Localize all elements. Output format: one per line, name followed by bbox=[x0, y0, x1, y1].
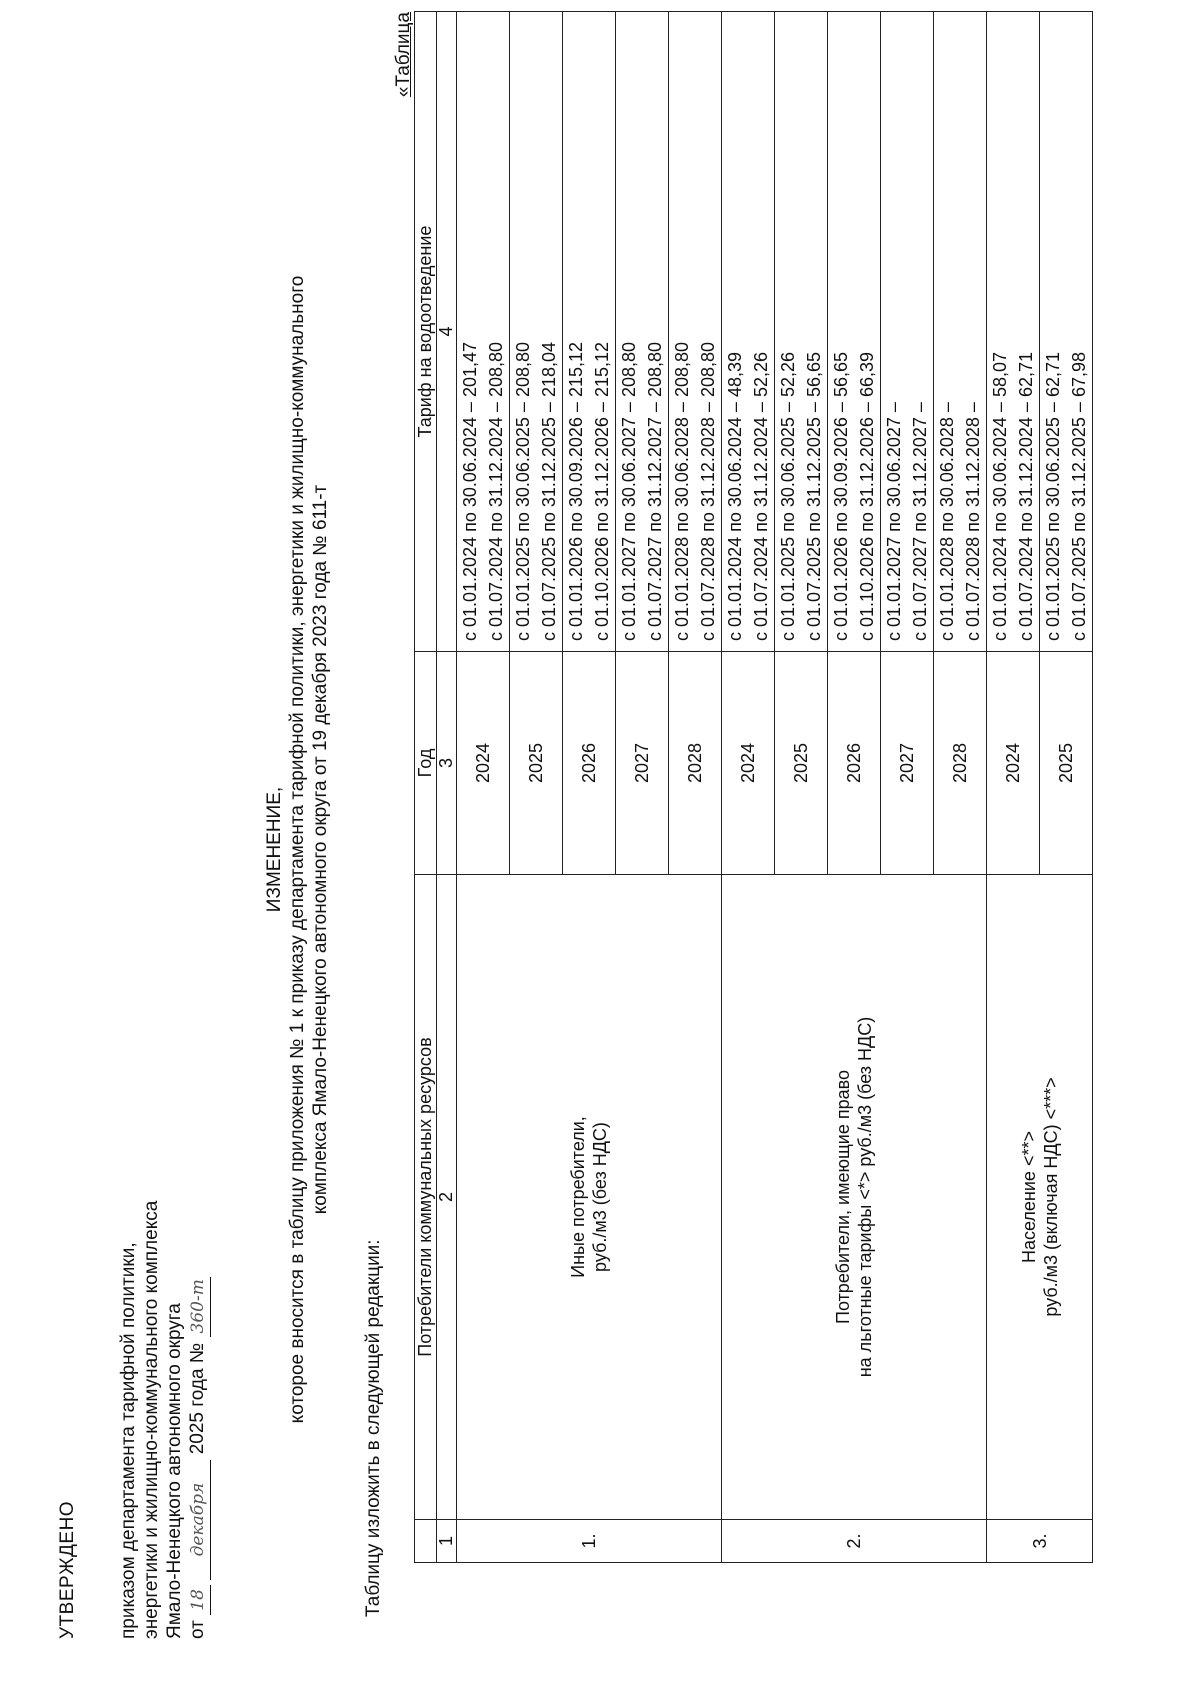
consumer-line-2: руб./м3 (включая НДС) <***> bbox=[1040, 1077, 1061, 1317]
consumer-category bbox=[457, 875, 722, 1520]
tariff-period-2: с 01.07.2025 по 31.12.2025 – 67,98 bbox=[1069, 352, 1089, 641]
tariff-cell bbox=[934, 12, 987, 652]
approval-line-3: Ямало-Ненецкого автономного округа bbox=[164, 1303, 185, 1639]
approval-order-block bbox=[117, 1201, 211, 1639]
tariff-period-2: с 01.07.2028 по 31.12.2028 – bbox=[963, 402, 983, 641]
tariff-period-1: с 01.01.2024 по 30.06.2024 – 201,47 bbox=[460, 341, 480, 641]
year-cell: 2024 bbox=[457, 652, 510, 875]
consumer-category bbox=[987, 875, 1093, 1520]
tariff-period-1: с 01.01.2026 по 30.09.2026 – 215,12 bbox=[566, 341, 586, 641]
year-text: 2025 года № bbox=[187, 1342, 208, 1455]
year-cell: 2026 bbox=[828, 652, 881, 875]
row-number: 1. bbox=[457, 1520, 722, 1563]
change-subtitle bbox=[286, 0, 332, 1699]
year-cell: 2025 bbox=[510, 652, 563, 875]
table-column-numbers-row bbox=[437, 12, 457, 1563]
tariff-period-1: с 01.01.2025 по 30.06.2025 – 208,80 bbox=[513, 341, 533, 641]
tariff-period-1: с 01.01.2028 по 30.06.2028 – bbox=[937, 402, 957, 641]
change-title: ИЗМЕНЕНИЕ, bbox=[264, 786, 285, 913]
tariff-period-2: с 01.10.2026 по 31.12.2026 – 66,39 bbox=[857, 352, 877, 641]
col-number-4: 4 bbox=[437, 12, 457, 652]
tariff-table-body bbox=[415, 12, 1093, 1563]
tariff-period-1: с 01.01.2027 по 30.06.2027 – 208,80 bbox=[619, 341, 639, 641]
tariff-cell bbox=[457, 12, 510, 652]
tariff-period-2: с 01.07.2024 по 31.12.2024 – 208,80 bbox=[486, 341, 506, 641]
tariff-period-2: с 01.10.2026 по 31.12.2026 – 215,12 bbox=[592, 341, 612, 641]
row-number: 3. bbox=[987, 1520, 1093, 1563]
from-label: от bbox=[187, 1620, 208, 1639]
tariff-period-1: с 01.01.2025 по 30.06.2025 – 52,26 bbox=[778, 352, 798, 641]
consumer-category bbox=[722, 875, 987, 1520]
tariff-period-1: с 01.01.2028 по 30.06.2028 – 208,80 bbox=[672, 341, 692, 641]
table-row bbox=[987, 12, 1040, 1563]
tariff-cell bbox=[987, 12, 1040, 652]
header-num bbox=[415, 1520, 437, 1563]
change-line-2: комплекса Ямало-Ненецкого автономного округа от 19 декабря 2023 года № 611-т bbox=[310, 484, 331, 1215]
year-cell: 2027 bbox=[881, 652, 934, 875]
year-cell: 2026 bbox=[563, 652, 616, 875]
approval-line-2: энергетики и жилищно-коммунального комплекса bbox=[141, 1200, 162, 1639]
consumer-line-2: на льготные тарифы <*> руб./м3 (без НДС) bbox=[855, 1016, 875, 1378]
tariff-period-2: с 01.07.2025 по 31.12.2025 – 56,65 bbox=[804, 352, 824, 641]
tariff-period-1: с 01.01.2027 по 30.06.2027 – bbox=[884, 402, 904, 641]
tariff-period-2: с 01.07.2027 по 31.12.2027 – 208,80 bbox=[645, 341, 665, 641]
header-tariff: Тариф на водоотведение bbox=[415, 12, 437, 652]
tariff-period-1: с 01.01.2025 по 30.06.2025 – 62,71 bbox=[1043, 352, 1063, 641]
tariff-period-2: с 01.07.2027 по 31.12.2027 – bbox=[910, 402, 930, 641]
year-cell: 2028 bbox=[669, 652, 722, 875]
tariff-cell bbox=[828, 12, 881, 652]
year-cell: 2024 bbox=[987, 652, 1040, 875]
tariff-cell bbox=[669, 12, 722, 652]
year-cell: 2028 bbox=[934, 652, 987, 875]
header-year: Год bbox=[415, 652, 437, 875]
tariff-period-1: с 01.01.2024 по 30.06.2024 – 48,39 bbox=[725, 352, 745, 641]
tariff-period-1: с 01.01.2024 по 30.06.2024 – 58,07 bbox=[990, 352, 1010, 641]
handwritten-month: декабря bbox=[188, 1482, 208, 1557]
table-row bbox=[722, 12, 775, 1563]
tariff-period-1: с 01.01.2026 по 30.09.2026 – 56,65 bbox=[831, 352, 851, 641]
col-number-2: 2 bbox=[437, 875, 457, 1520]
tariff-cell bbox=[722, 12, 775, 652]
table-row bbox=[457, 12, 510, 1563]
header-consumers: Потребители коммунальных ресурсов bbox=[415, 875, 437, 1520]
consumer-line-1: Иные потребители, bbox=[568, 1116, 588, 1278]
change-line-1: которое вносится в таблицу приложения № 1 к приказу департамента тарифной политики, энергетики и жилищно-коммунального bbox=[287, 275, 308, 1424]
tariff-period-2: с 01.07.2025 по 31.12.2025 – 218,04 bbox=[539, 341, 559, 641]
approval-date-line bbox=[186, 1201, 211, 1639]
tariff-cell bbox=[616, 12, 669, 652]
tariff-table bbox=[414, 11, 1093, 1563]
consumer-line-2: руб./м3 (без НДС) bbox=[590, 1122, 610, 1272]
col-number-1: 1 bbox=[437, 1520, 457, 1563]
approval-line-1: приказом департамента тарифной политики, bbox=[118, 1242, 139, 1639]
tariff-cell bbox=[563, 12, 616, 652]
tariff-period-2: с 01.07.2028 по 31.12.2028 – 208,80 bbox=[698, 341, 718, 641]
table-label: «Таблица bbox=[393, 12, 414, 98]
table-header-row bbox=[415, 12, 437, 1563]
year-cell: 2024 bbox=[722, 652, 775, 875]
handwritten-number: 360-т bbox=[188, 1279, 208, 1334]
tariff-cell bbox=[510, 12, 563, 652]
tariff-period-2: с 01.07.2024 по 31.12.2024 – 62,71 bbox=[1016, 352, 1036, 641]
year-cell: 2027 bbox=[616, 652, 669, 875]
tariff-period-2: с 01.07.2024 по 31.12.2024 – 52,26 bbox=[751, 352, 771, 641]
col-number-3: 3 bbox=[437, 652, 457, 875]
consumer-line-1: Население <**> bbox=[1018, 1131, 1039, 1263]
instruction-text: Таблицу изложить в следующей редакции: bbox=[363, 1239, 384, 1617]
consumer-line-1: Потребители, имеющие право bbox=[833, 1070, 853, 1324]
year-cell: 2025 bbox=[775, 652, 828, 875]
approval-stamp-title: УТВЕРЖДЕНО bbox=[57, 1500, 78, 1639]
tariff-cell bbox=[775, 12, 828, 652]
tariff-cell bbox=[1040, 12, 1093, 652]
tariff-cell bbox=[881, 12, 934, 652]
year-cell: 2025 bbox=[1040, 652, 1093, 875]
row-number: 2. bbox=[722, 1520, 987, 1563]
handwritten-day: 18 bbox=[188, 1589, 208, 1611]
